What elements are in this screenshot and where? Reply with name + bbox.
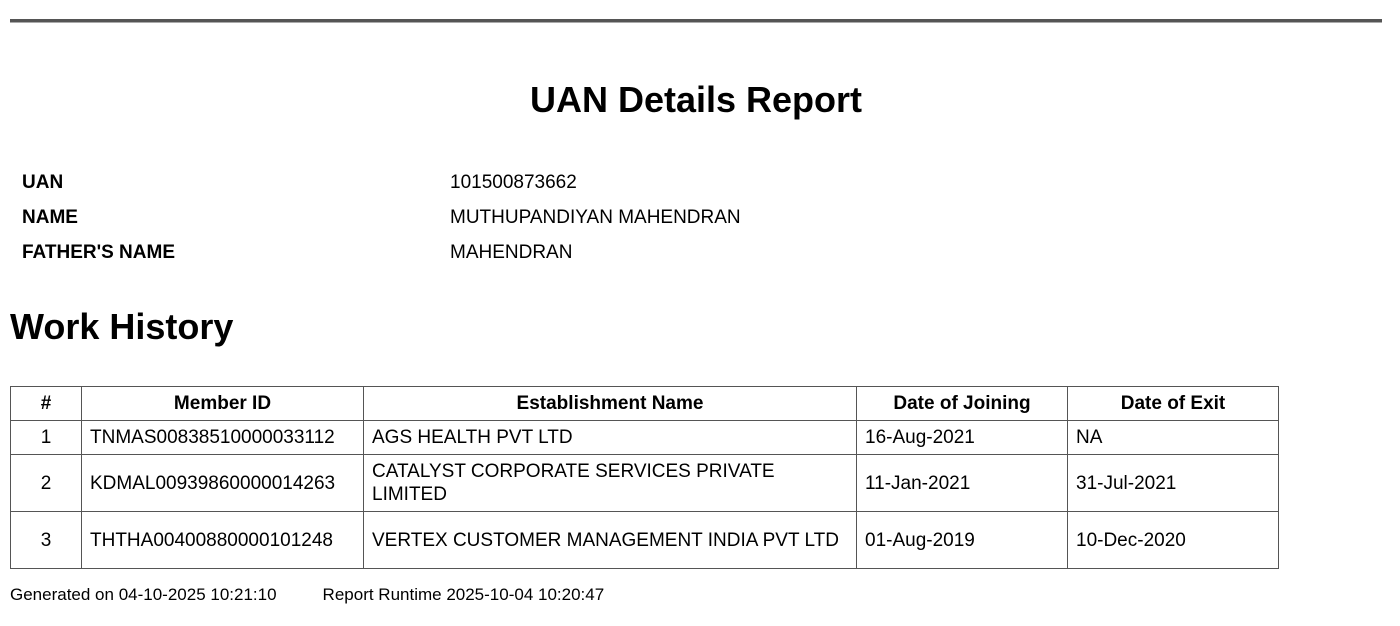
date-of-joining-cell: 01-Aug-2019	[857, 512, 1068, 569]
member-id-cell: THTHA00400880000101248	[82, 512, 364, 569]
detail-row-fathers-name	[22, 235, 741, 270]
establishment-cell: CATALYST CORPORATE SERVICES PRIVATE LIMITED	[364, 455, 857, 512]
table-row	[11, 455, 1279, 512]
row-number: 3	[11, 512, 82, 569]
detail-value: 101500873662	[450, 171, 577, 193]
generated-timestamp: Generated on 04-10-2025 10:21:10	[10, 585, 277, 604]
report-footer	[10, 584, 604, 606]
detail-row-uan	[22, 165, 741, 200]
establishment-cell: AGS HEALTH PVT LTD	[364, 421, 857, 455]
date-of-exit-cell: 10-Dec-2020	[1068, 512, 1279, 569]
date-of-joining-cell: 16-Aug-2021	[857, 421, 1068, 455]
column-header-date-of-joining: Date of Joining	[857, 387, 1068, 421]
top-divider	[10, 19, 1382, 23]
work-history-table	[10, 386, 1279, 569]
row-number: 1	[11, 421, 82, 455]
detail-label: FATHER'S NAME	[22, 241, 176, 263]
table-row	[11, 421, 1279, 455]
table-header-row	[11, 387, 1279, 421]
detail-value: MUTHUPANDIYAN MAHENDRAN	[450, 206, 741, 228]
column-header-member-id: Member ID	[82, 387, 364, 421]
date-of-joining-cell: 11-Jan-2021	[857, 455, 1068, 512]
column-header-establishment: Establishment Name	[364, 387, 857, 421]
establishment-cell: VERTEX CUSTOMER MANAGEMENT INDIA PVT LTD	[364, 512, 857, 569]
report-title: UAN Details Report	[529, 79, 863, 120]
work-history-title: Work History	[10, 306, 234, 347]
table-row	[11, 512, 1279, 569]
member-details	[22, 165, 741, 270]
column-header-number: #	[11, 387, 82, 421]
detail-label: NAME	[22, 206, 78, 228]
row-number: 2	[11, 455, 82, 512]
detail-row-name	[22, 200, 741, 235]
date-of-exit-cell: 31-Jul-2021	[1068, 455, 1279, 512]
date-of-exit-cell: NA	[1068, 421, 1279, 455]
report-runtime: Report Runtime 2025-10-04 10:20:47	[322, 585, 605, 604]
column-header-date-of-exit: Date of Exit	[1068, 387, 1279, 421]
member-id-cell: KDMAL00939860000014263	[82, 455, 364, 512]
member-id-cell: TNMAS00838510000033112	[82, 421, 364, 455]
detail-label: UAN	[22, 171, 64, 193]
detail-value: MAHENDRAN	[450, 241, 573, 263]
